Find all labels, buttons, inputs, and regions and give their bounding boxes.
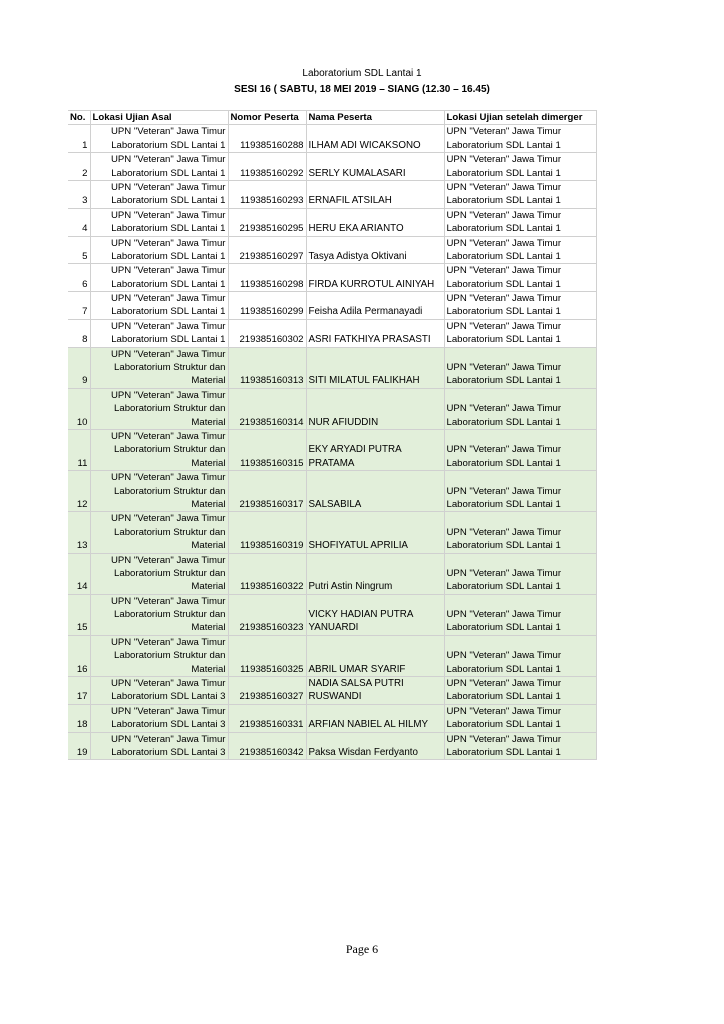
cell-nama-peserta-line: SERLY KUMALASARI: [308, 167, 406, 179]
cell-lokasi-merger: [444, 292, 596, 320]
cell-nama-peserta-line: SALSABILA: [308, 498, 362, 510]
cell-lokasi-asal: [90, 292, 228, 320]
column-header-lokasi-merger: Lokasi Ujian setelah dimerger: [444, 111, 596, 125]
cell-lokasi-asal: [90, 594, 228, 635]
cell-lokasi-asal-line: UPN "Veteran" Jawa Timur: [110, 389, 226, 401]
cell-lokasi-asal-line: UPN "Veteran" Jawa Timur: [110, 733, 226, 745]
cell-lokasi-asal-line: Laboratorium SDL Lantai 1: [111, 306, 226, 318]
cell-lokasi-asal: [90, 635, 228, 676]
cell-lokasi-asal: [90, 319, 228, 347]
cell-lokasi-asal-line: UPN "Veteran" Jawa Timur: [110, 348, 226, 360]
cell-lokasi-merger: [444, 388, 596, 429]
cell-nama-peserta-line: Putri Astin Ningrum: [308, 581, 393, 593]
cell-lokasi-asal: [90, 347, 228, 388]
table-body: [68, 125, 596, 760]
session-subtitle: SESI 16 ( SABTU, 18 MEI 2019 – SIANG (12.30 – 16.45): [234, 84, 490, 95]
cell-nama-peserta: [306, 153, 444, 181]
column-header-lokasi-asal: Lokasi Ujian Asal: [90, 111, 228, 125]
cell-lokasi-merger-line: UPN "Veteran" Jawa Timur: [446, 362, 562, 374]
table-row: [68, 677, 596, 705]
cell-no: 15: [68, 594, 90, 635]
cell-lokasi-merger-line: Laboratorium SDL Lantai 1: [446, 719, 561, 731]
cell-nama-peserta-line: EKY ARYADI PUTRA: [308, 444, 402, 456]
cell-nama-peserta: [306, 388, 444, 429]
cell-lokasi-merger-line: Laboratorium SDL Lantai 1: [446, 622, 561, 634]
cell-lokasi-asal-line: Laboratorium SDL Lantai 1: [111, 139, 226, 151]
cell-lokasi-merger-line: Laboratorium SDL Lantai 1: [446, 139, 561, 151]
column-header-nama-peserta: Nama Peserta: [306, 111, 444, 125]
cell-nomor-peserta: 219385160331: [228, 704, 306, 732]
cell-no: 6: [68, 264, 90, 292]
cell-lokasi-asal-line: UPN "Veteran" Jawa Timur: [110, 595, 226, 607]
cell-nomor-peserta: 219385160297: [228, 236, 306, 264]
cell-lokasi-asal-line: UPN "Veteran" Jawa Timur: [110, 431, 226, 442]
cell-nama-peserta: [306, 512, 444, 553]
cell-lokasi-merger-line: Laboratorium SDL Lantai 1: [446, 691, 561, 703]
cell-lokasi-asal-line: Laboratorium SDL Lantai 3: [111, 746, 226, 758]
cell-no: 7: [68, 292, 90, 320]
cell-lokasi-merger: [444, 471, 596, 512]
cell-lokasi-merger-line: Laboratorium SDL Lantai 1: [446, 278, 561, 290]
cell-lokasi-merger: [444, 180, 596, 208]
cell-lokasi-merger-line: UPN "Veteran" Jawa Timur: [446, 609, 562, 621]
table-row: [68, 153, 596, 181]
cell-lokasi-merger: [444, 430, 596, 471]
cell-lokasi-merger-line: UPN "Veteran" Jawa Timur: [446, 650, 562, 662]
cell-lokasi-merger-line: UPN "Veteran" Jawa Timur: [446, 126, 562, 138]
cell-nama-peserta: [306, 236, 444, 264]
cell-no: 19: [68, 732, 90, 760]
cell-nomor-peserta: 119385160299: [228, 292, 306, 320]
cell-nomor-peserta: 119385160293: [228, 180, 306, 208]
cell-lokasi-asal-line: UPN "Veteran" Jawa Timur: [110, 209, 226, 221]
cell-nama-peserta-line: Tasya Adistya Oktivani: [308, 250, 407, 262]
cell-lokasi-asal-line: UPN "Veteran" Jawa Timur: [110, 126, 226, 138]
cell-nomor-peserta: 119385160288: [228, 125, 306, 153]
cell-lokasi-asal-line: Material: [191, 498, 226, 510]
cell-lokasi-asal-line: Laboratorium SDL Lantai 1: [111, 223, 226, 235]
cell-lokasi-asal-line: Laboratorium Struktur dan: [114, 650, 226, 662]
cell-nomor-peserta: 119385160322: [228, 553, 306, 594]
page-number: Page 6: [345, 942, 379, 956]
cell-nama-peserta-line: Feisha Adila Permanayadi: [308, 306, 423, 318]
cell-nama-peserta: [306, 264, 444, 292]
cell-lokasi-asal-line: UPN "Veteran" Jawa Timur: [110, 636, 226, 648]
cell-nama-peserta: [306, 208, 444, 236]
cell-lokasi-asal-line: Laboratorium SDL Lantai 1: [111, 195, 226, 207]
cell-nama-peserta: [306, 732, 444, 760]
cell-lokasi-asal: [90, 264, 228, 292]
cell-nama-peserta-line: NADIA SALSA PUTRI: [308, 678, 404, 690]
cell-lokasi-asal-line: UPN "Veteran" Jawa Timur: [110, 181, 226, 193]
cell-lokasi-merger-line: Laboratorium SDL Lantai 1: [446, 498, 561, 510]
cell-lokasi-asal-line: Laboratorium SDL Lantai 1: [111, 278, 226, 290]
table-row: [68, 430, 596, 471]
cell-nama-peserta: [306, 553, 444, 594]
cell-nomor-peserta: 219385160342: [228, 732, 306, 760]
cell-lokasi-asal-line: UPN "Veteran" Jawa Timur: [110, 513, 226, 525]
cell-lokasi-asal: [90, 208, 228, 236]
cell-nama-peserta-line: YANUARDI: [308, 622, 359, 634]
cell-lokasi-merger: [444, 512, 596, 553]
cell-nama-peserta-line: ABRIL UMAR SYARIF: [308, 663, 406, 675]
table-row: [68, 553, 596, 594]
cell-nomor-peserta: 219385160327: [228, 677, 306, 705]
cell-lokasi-merger-line: UPN "Veteran" Jawa Timur: [446, 181, 562, 193]
cell-nama-peserta: [306, 635, 444, 676]
cell-nama-peserta-line: SITI MILATUL FALIKHAH: [308, 375, 420, 387]
cell-nama-peserta-line: NUR AFIUDDIN: [308, 416, 379, 428]
cell-nama-peserta-line: ILHAM ADI WICAKSONO: [308, 139, 421, 151]
cell-lokasi-asal: [90, 388, 228, 429]
cell-lokasi-asal-line: UPN "Veteran" Jawa Timur: [110, 265, 226, 277]
cell-lokasi-asal-line: Laboratorium SDL Lantai 1: [111, 167, 226, 179]
cell-nama-peserta-line: FIRDA KURROTUL AINIYAH: [308, 278, 435, 290]
table-row: [68, 319, 596, 347]
cell-lokasi-merger-line: UPN "Veteran" Jawa Timur: [446, 237, 562, 249]
cell-lokasi-merger-line: UPN "Veteran" Jawa Timur: [446, 320, 562, 332]
cell-nomor-peserta: 119385160325: [228, 635, 306, 676]
cell-lokasi-asal: [90, 153, 228, 181]
cell-lokasi-merger-line: UPN "Veteran" Jawa Timur: [446, 567, 562, 579]
cell-lokasi-merger: [444, 732, 596, 760]
cell-lokasi-merger-line: Laboratorium SDL Lantai 1: [446, 306, 561, 318]
cell-lokasi-asal: [90, 732, 228, 760]
table-row: [68, 180, 596, 208]
table-row: [68, 512, 596, 553]
cell-lokasi-merger-line: UPN "Veteran" Jawa Timur: [446, 485, 562, 497]
cell-lokasi-asal-line: UPN "Veteran" Jawa Timur: [110, 472, 226, 484]
cell-lokasi-asal-line: Laboratorium SDL Lantai 1: [111, 334, 226, 346]
cell-lokasi-merger: [444, 677, 596, 705]
cell-lokasi-asal-line: Material: [191, 457, 226, 469]
cell-no: 12: [68, 471, 90, 512]
cell-nama-peserta: [306, 347, 444, 388]
table-row: [68, 264, 596, 292]
cell-lokasi-merger: [444, 553, 596, 594]
cell-no: 5: [68, 236, 90, 264]
cell-lokasi-asal-line: UPN "Veteran" Jawa Timur: [110, 237, 226, 249]
cell-lokasi-merger: [444, 594, 596, 635]
table-row: [68, 292, 596, 320]
cell-nomor-peserta: 119385160298: [228, 264, 306, 292]
cell-lokasi-asal: [90, 553, 228, 594]
cell-lokasi-merger-line: UPN "Veteran" Jawa Timur: [446, 265, 562, 277]
cell-lokasi-merger: [444, 153, 596, 181]
cell-no: 17: [68, 677, 90, 705]
cell-lokasi-merger-line: Laboratorium SDL Lantai 1: [446, 223, 561, 235]
table-row: [68, 594, 596, 635]
cell-lokasi-merger-line: Laboratorium SDL Lantai 1: [446, 167, 561, 179]
table-row: [68, 388, 596, 429]
cell-lokasi-asal-line: UPN "Veteran" Jawa Timur: [110, 293, 226, 305]
cell-lokasi-merger-line: UPN "Veteran" Jawa Timur: [446, 733, 562, 745]
cell-lokasi-asal-line: Material: [191, 540, 226, 552]
cell-lokasi-asal: [90, 704, 228, 732]
cell-no: 16: [68, 635, 90, 676]
cell-lokasi-merger: [444, 704, 596, 732]
table-row: [68, 208, 596, 236]
cell-nama-peserta: [306, 125, 444, 153]
cell-nomor-peserta: 219385160314: [228, 388, 306, 429]
cell-lokasi-merger: [444, 635, 596, 676]
cell-nama-peserta-line: ERNAFIL ATSILAH: [308, 195, 392, 207]
cell-lokasi-asal-line: Material: [191, 581, 226, 593]
cell-lokasi-merger-line: Laboratorium SDL Lantai 1: [446, 416, 561, 428]
cell-lokasi-merger-line: UPN "Veteran" Jawa Timur: [446, 526, 562, 538]
cell-no: 9: [68, 347, 90, 388]
cell-lokasi-merger-line: Laboratorium SDL Lantai 1: [446, 250, 561, 262]
cell-lokasi-merger-line: Laboratorium SDL Lantai 1: [446, 195, 561, 207]
cell-nama-peserta: [306, 704, 444, 732]
cell-nomor-peserta: 219385160317: [228, 471, 306, 512]
cell-lokasi-asal: [90, 430, 228, 471]
page-title: Laboratorium SDL Lantai 1: [302, 68, 422, 79]
cell-nama-peserta-line: Paksa Wisdan Ferdyanto: [308, 746, 418, 758]
cell-nama-peserta: [306, 180, 444, 208]
cell-nama-peserta: [306, 594, 444, 635]
cell-nama-peserta-line: RUSWANDI: [308, 691, 362, 703]
cell-lokasi-asal: [90, 471, 228, 512]
cell-lokasi-merger-line: Laboratorium SDL Lantai 1: [446, 581, 561, 593]
column-header-no: No.: [68, 111, 90, 125]
cell-lokasi-asal-line: Laboratorium Struktur dan: [114, 444, 226, 456]
cell-lokasi-asal: [90, 677, 228, 705]
cell-lokasi-asal-line: UPN "Veteran" Jawa Timur: [110, 554, 226, 566]
table-row: [68, 732, 596, 760]
cell-lokasi-merger-line: UPN "Veteran" Jawa Timur: [446, 678, 562, 690]
cell-lokasi-merger-line: UPN "Veteran" Jawa Timur: [446, 705, 562, 717]
cell-lokasi-asal-line: Laboratorium Struktur dan: [114, 362, 226, 374]
cell-no: 8: [68, 319, 90, 347]
cell-lokasi-merger-line: UPN "Veteran" Jawa Timur: [446, 403, 562, 415]
cell-lokasi-merger-line: Laboratorium SDL Lantai 1: [446, 663, 561, 675]
cell-lokasi-asal-line: Material: [191, 663, 226, 675]
cell-lokasi-asal: [90, 125, 228, 153]
cell-no: 11: [68, 430, 90, 471]
cell-lokasi-merger: [444, 236, 596, 264]
cell-lokasi-merger-line: UPN "Veteran" Jawa Timur: [446, 444, 562, 456]
cell-nomor-peserta: 219385160302: [228, 319, 306, 347]
cell-no: 18: [68, 704, 90, 732]
cell-lokasi-asal-line: Laboratorium Struktur dan: [114, 485, 226, 497]
cell-nama-peserta: [306, 430, 444, 471]
cell-nama-peserta-line: ASRI FATKHIYA PRASASTI: [308, 334, 431, 346]
cell-lokasi-asal-line: Material: [191, 416, 226, 428]
table-row: [68, 471, 596, 512]
cell-nama-peserta: [306, 292, 444, 320]
cell-lokasi-asal-line: UPN "Veteran" Jawa Timur: [110, 705, 226, 717]
cell-lokasi-asal-line: Laboratorium Struktur dan: [114, 609, 226, 621]
cell-lokasi-merger: [444, 319, 596, 347]
participant-table: [68, 110, 597, 760]
cell-no: 4: [68, 208, 90, 236]
cell-no: 2: [68, 153, 90, 181]
cell-nomor-peserta: 119385160313: [228, 347, 306, 388]
cell-lokasi-asal: [90, 512, 228, 553]
cell-lokasi-merger: [444, 125, 596, 153]
cell-no: 3: [68, 180, 90, 208]
cell-lokasi-merger-line: Laboratorium SDL Lantai 1: [446, 746, 561, 758]
cell-lokasi-asal-line: Laboratorium Struktur dan: [114, 526, 226, 538]
cell-lokasi-merger-line: UPN "Veteran" Jawa Timur: [446, 293, 562, 305]
cell-lokasi-merger-line: Laboratorium SDL Lantai 1: [446, 540, 561, 552]
cell-nama-peserta-line: PRATAMA: [308, 457, 355, 469]
cell-lokasi-asal-line: UPN "Veteran" Jawa Timur: [110, 678, 226, 690]
table-row: [68, 635, 596, 676]
cell-nomor-peserta: 219385160295: [228, 208, 306, 236]
cell-nama-peserta-line: VICKY HADIAN PUTRA: [308, 609, 414, 621]
table-row: [68, 125, 596, 153]
cell-nomor-peserta: 119385160315: [228, 430, 306, 471]
cell-no: 14: [68, 553, 90, 594]
cell-nama-peserta: [306, 677, 444, 705]
cell-lokasi-asal-line: UPN "Veteran" Jawa Timur: [110, 320, 226, 332]
cell-lokasi-merger-line: UPN "Veteran" Jawa Timur: [446, 209, 562, 221]
cell-lokasi-asal-line: Laboratorium Struktur dan: [114, 567, 226, 579]
cell-lokasi-asal-line: Laboratorium Struktur dan: [114, 403, 226, 415]
cell-nama-peserta: [306, 319, 444, 347]
cell-nomor-peserta: 219385160323: [228, 594, 306, 635]
cell-no: 10: [68, 388, 90, 429]
cell-lokasi-merger-line: Laboratorium SDL Lantai 1: [446, 334, 561, 346]
table-row: [68, 704, 596, 732]
table-row: [68, 236, 596, 264]
cell-nama-peserta-line: SHOFIYATUL APRILIA: [308, 540, 408, 552]
cell-lokasi-merger: [444, 208, 596, 236]
table-row: [68, 347, 596, 388]
cell-nomor-peserta: 119385160292: [228, 153, 306, 181]
cell-lokasi-asal-line: Laboratorium SDL Lantai 3: [111, 691, 226, 703]
cell-nama-peserta-line: ARFIAN NABIEL AL HILMY: [308, 719, 429, 731]
cell-nama-peserta-line: HERU EKA ARIANTO: [308, 223, 404, 235]
cell-lokasi-asal-line: Material: [191, 375, 226, 387]
cell-lokasi-merger: [444, 347, 596, 388]
cell-lokasi-asal-line: Laboratorium SDL Lantai 1: [111, 250, 226, 262]
cell-lokasi-merger-line: Laboratorium SDL Lantai 1: [446, 375, 561, 387]
column-header-nomor-peserta: Nomor Peserta: [228, 111, 306, 125]
cell-lokasi-merger-line: Laboratorium SDL Lantai 1: [446, 457, 561, 469]
cell-lokasi-asal: [90, 180, 228, 208]
cell-lokasi-asal-line: Material: [191, 622, 226, 634]
cell-lokasi-asal-line: UPN "Veteran" Jawa Timur: [110, 154, 226, 166]
cell-lokasi-merger: [444, 264, 596, 292]
cell-lokasi-asal: [90, 236, 228, 264]
cell-nomor-peserta: 119385160319: [228, 512, 306, 553]
cell-no: 13: [68, 512, 90, 553]
cell-no: 1: [68, 125, 90, 153]
table-header-row: [68, 111, 596, 125]
cell-lokasi-merger-line: UPN "Veteran" Jawa Timur: [446, 154, 562, 166]
cell-lokasi-asal-line: Laboratorium SDL Lantai 3: [111, 719, 226, 731]
cell-nama-peserta: [306, 471, 444, 512]
